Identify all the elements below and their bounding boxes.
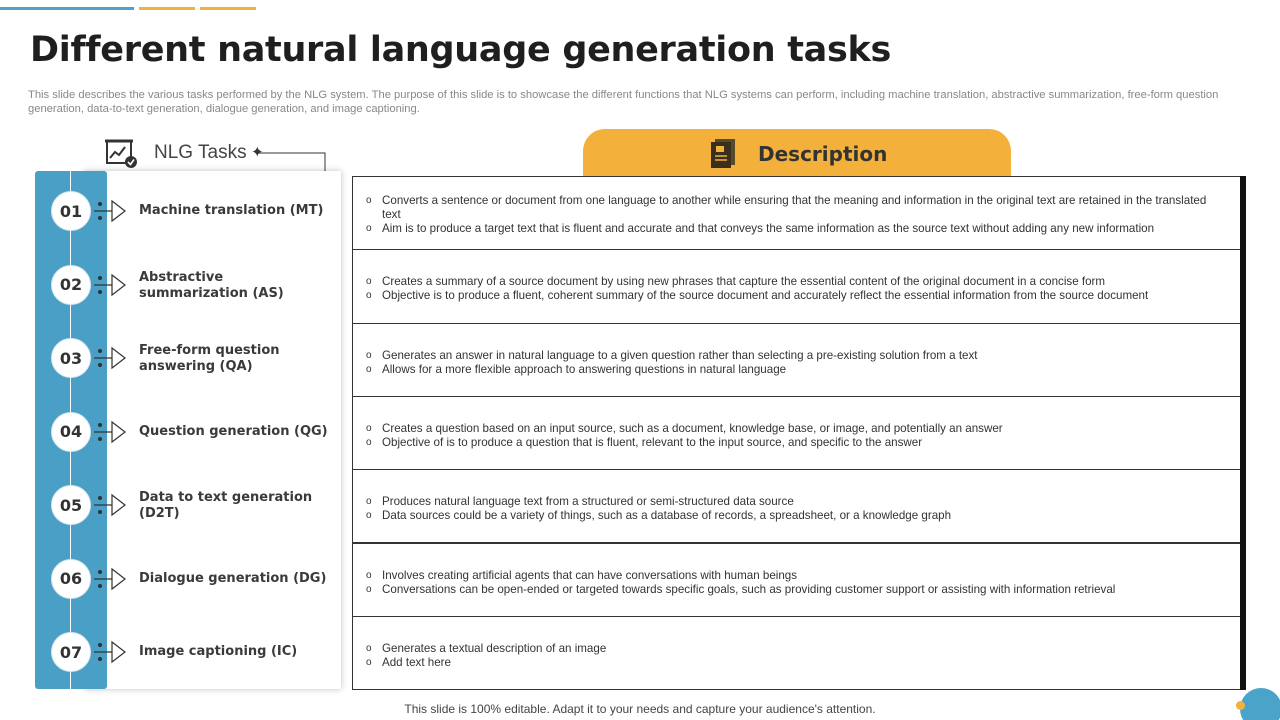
description-point: o Add text here	[366, 656, 1222, 670]
accent-line-orange-2	[200, 7, 256, 10]
corner-dot	[1236, 701, 1245, 710]
task-label: Image captioning (IC)	[139, 644, 298, 659]
description-point: o Generates an answer in natural language to a given question rather than selecting a pre-existing solution from a text	[366, 349, 1222, 363]
arrow-right-icon	[94, 639, 128, 665]
description-point: o Allows for a more flexible approach to answering questions in natural language	[366, 363, 1222, 377]
description-row	[352, 249, 1242, 323]
task-label: Question generation (QG)	[139, 423, 328, 439]
description-row	[352, 176, 1242, 250]
description-points	[353, 324, 1242, 377]
tasks-header-title: NLG Tasks	[154, 142, 247, 163]
accent-line-blue	[0, 7, 134, 10]
corner-decoration	[1240, 688, 1280, 720]
task-number: 05	[51, 485, 91, 525]
document-icon	[709, 137, 737, 169]
arrow-right-icon	[94, 198, 128, 224]
task-label: Abstractive summarization (AS)	[139, 269, 284, 301]
accent-line-orange	[139, 7, 195, 10]
task-item	[0, 176, 341, 246]
slide-subtitle: This slide describes the various tasks performed by the NLG system. The purpose of this slide is to showcase the different functions that NLG systems can perform, including machine translation, abstractive summarization, free-form question generation, data-to-text generation, dialogue generation, and image captioning.	[28, 89, 1219, 115]
description-header-title: Description	[758, 142, 888, 166]
description-point: o Generates a textual description of an image	[366, 642, 1222, 656]
task-number: 07	[51, 632, 91, 672]
description-header	[583, 129, 1011, 177]
description-right-border	[1240, 176, 1246, 690]
description-row	[352, 616, 1242, 690]
arrow-right-icon	[94, 272, 128, 298]
arrow-right-icon	[94, 345, 128, 371]
description-point: o Creates a question based on an input source, such as a document, knowledge base, or image, and potentially an answer	[366, 422, 1222, 436]
description-points	[353, 250, 1242, 303]
description-point: o Creates a summary of a source document by using new phrases that capture the essential content of the original document in a concise form	[366, 275, 1222, 289]
slide-title: Different natural language generation tasks	[30, 30, 892, 70]
task-label: Data to text generation (D2T)	[139, 490, 313, 521]
description-points	[353, 544, 1242, 597]
description-point: o Produces natural language text from a structured or semi-structured data source	[366, 495, 1222, 509]
task-item	[0, 617, 341, 687]
chart-report-icon	[104, 138, 140, 170]
description-points	[353, 397, 1242, 450]
task-label: Free-form question answering (QA)	[139, 343, 280, 374]
description-point: o Objective is to produce a fluent, coherent summary of the source document and accurately reflect the essential information from the source document	[366, 289, 1222, 303]
task-number: 04	[51, 412, 91, 452]
task-item	[0, 250, 341, 320]
slide-footer: This slide is 100% editable. Adapt it to your needs and capture your audience's attention.	[404, 702, 876, 716]
description-row	[352, 396, 1242, 470]
task-number: 06	[51, 559, 91, 599]
task-number: 03	[51, 338, 91, 378]
description-row	[352, 469, 1242, 543]
sparkle-icon: ✦	[251, 144, 264, 161]
task-item	[0, 470, 341, 540]
description-point: o Conversations can be open-ended or targeted towards specific goals, such as providing customer support or assisting with information retrieval	[366, 583, 1222, 597]
description-row	[352, 323, 1242, 397]
description-points	[353, 470, 1242, 523]
description-point: o Converts a sentence or document from one language to another while ensuring that the meaning and information in the original text are retained in the translated text	[366, 194, 1222, 222]
description-point: o Objective of is to produce a question that is fluent, relevant to the input source, and specific to the answer	[366, 436, 1222, 450]
task-item	[0, 544, 341, 614]
task-item	[0, 397, 341, 467]
description-points	[353, 617, 1242, 670]
description-point: o Data sources could be a variety of things, such as a database of records, a spreadsheet, or a knowledge graph	[366, 509, 1222, 523]
task-number: 01	[51, 191, 91, 231]
task-label: Machine translation (MT)	[139, 203, 324, 218]
task-number: 02	[51, 265, 91, 305]
description-points	[353, 177, 1242, 236]
header-connector-line	[258, 150, 428, 172]
description-point: o Aim is to produce a target text that is fluent and accurate and that conveys the same information as the source text without adding any new information	[366, 222, 1222, 236]
arrow-right-icon	[94, 566, 128, 592]
arrow-right-icon	[94, 492, 128, 518]
description-row	[352, 543, 1242, 617]
task-label: Dialogue generation (DG)	[139, 570, 327, 586]
arrow-right-icon	[94, 419, 128, 445]
task-item	[0, 323, 341, 393]
description-point: o Involves creating artificial agents that can have conversations with human beings	[366, 569, 1222, 583]
